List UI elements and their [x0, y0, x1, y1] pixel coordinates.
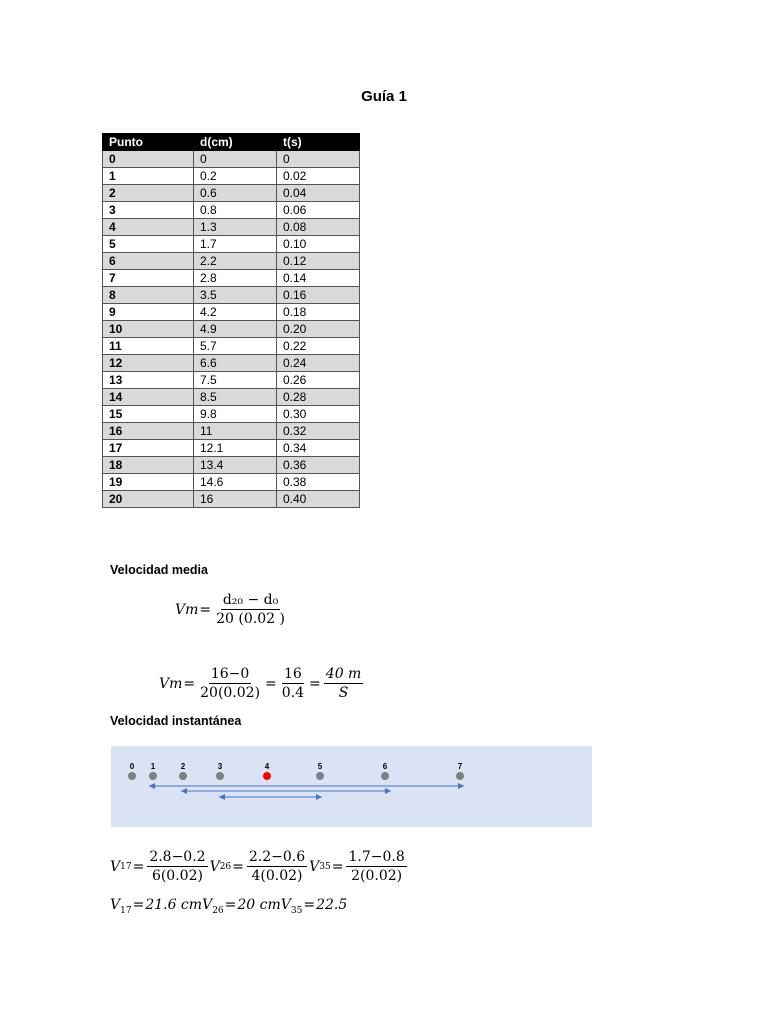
cell-distance: 3.5 [194, 287, 277, 304]
heading-velocidad-media: Velocidad media [110, 563, 208, 577]
cell-distance: 9.8 [194, 406, 277, 423]
cell-time: 0.12 [277, 253, 360, 270]
formula-numerator: 2.2−0.6 [248, 849, 306, 865]
point-label: 2 [180, 762, 186, 771]
table-row [103, 491, 360, 508]
table-header-row [103, 134, 360, 151]
instant-velocity-formulas [110, 849, 409, 884]
result-label: V [202, 897, 213, 913]
table-row [103, 202, 360, 219]
cell-distance: 0.8 [194, 202, 277, 219]
table-row [103, 457, 360, 474]
result-subscript: 35 [290, 905, 303, 916]
instant-velocity-results [110, 897, 347, 916]
cell-punto: 5 [103, 236, 194, 253]
point-dot [456, 772, 464, 780]
result-subscript: 17 [120, 905, 132, 916]
eq1-denominator: 20 (0.02 ) [216, 611, 285, 627]
point-dot [128, 772, 136, 780]
result-v35: $V_{35}=22.5$ [280, 897, 348, 916]
eq2-f2-numerator: 16 [284, 666, 302, 682]
result-subscript: 26 [212, 905, 224, 916]
table-row [103, 406, 360, 423]
cell-punto: 4 [103, 219, 194, 236]
eq1-lhs: Vm [175, 601, 199, 618]
cell-punto: 3 [103, 202, 194, 219]
page-title: Guía 1 [361, 88, 407, 105]
cell-punto: 11 [103, 338, 194, 355]
point-label: 0 [129, 762, 135, 771]
cell-time: 0.02 [277, 168, 360, 185]
result-value: 22.5 [316, 897, 348, 913]
eq1-numerator: d₂₀ − d₀ [222, 592, 279, 608]
header-distance: d(cm) [194, 134, 277, 151]
formula-denominator: 4(0.02) [251, 868, 303, 884]
equation-vm-result: Vm = $\frac{16-0}{20(0.02)}$ = $\frac{16}{0.4}$ = $\frac{40 m}{S}$ [159, 666, 362, 701]
cell-punto: 17 [103, 440, 194, 457]
eq2-f1-denominator: 20(0.02) [200, 685, 261, 701]
table-row [103, 287, 360, 304]
formula-numerator: 1.7−0.8 [348, 849, 405, 865]
formula-numerator: 2.8−0.2 [149, 849, 206, 865]
cell-time: 0.28 [277, 389, 360, 406]
cell-punto: 16 [103, 423, 194, 440]
data-table [102, 133, 360, 508]
cell-time: 0.30 [277, 406, 360, 423]
cell-time: 0.34 [277, 440, 360, 457]
table-row [103, 168, 360, 185]
cell-punto: 19 [103, 474, 194, 491]
points-diagram [111, 746, 592, 827]
heading-velocidad-instantanea: Velocidad instantánea [110, 714, 242, 728]
result-v17: $V_{17}=21.6$ cm [110, 897, 203, 916]
cell-punto: 2 [103, 185, 194, 202]
point-label: 6 [382, 762, 388, 771]
header-punto: Punto [103, 134, 194, 151]
cell-punto: 6 [103, 253, 194, 270]
point-dot [179, 772, 187, 780]
cell-time: 0.36 [277, 457, 360, 474]
point-label: 7 [457, 762, 463, 771]
eq1-fraction [214, 592, 287, 627]
cell-distance: 14.6 [194, 474, 277, 491]
cell-punto: 13 [103, 372, 194, 389]
result-label: V [110, 897, 121, 913]
cell-time: 0.22 [277, 338, 360, 355]
cell-time: 0.32 [277, 423, 360, 440]
eq2-f3-numerator: 40 m [325, 666, 362, 682]
cell-time: 0.14 [277, 270, 360, 287]
formula-label: V [209, 858, 220, 875]
table-row [103, 185, 360, 202]
table-row [103, 338, 360, 355]
formula-v17: V 17 = $\frac{2.8-0.2}{6(0.02)}$ [110, 849, 206, 884]
point-label: 3 [217, 762, 223, 771]
table-row [103, 355, 360, 372]
cell-distance: 6.6 [194, 355, 277, 372]
cell-time: 0.24 [277, 355, 360, 372]
cell-time: 0.10 [277, 236, 360, 253]
table-row [103, 321, 360, 338]
cell-punto: 18 [103, 457, 194, 474]
cell-time: 0.16 [277, 287, 360, 304]
cell-distance: 1.3 [194, 219, 277, 236]
eq2-f3-denominator: S [338, 685, 349, 701]
cell-time: 0.40 [277, 491, 360, 508]
result-v26: $V_{26}=20$ cm [202, 897, 281, 916]
cell-distance: 2.2 [194, 253, 277, 270]
formula-label: V [110, 858, 121, 875]
cell-distance: 0.2 [194, 168, 277, 185]
point-dot [316, 772, 324, 780]
cell-distance: 12.1 [194, 440, 277, 457]
cell-time: 0.18 [277, 304, 360, 321]
cell-punto: 9 [103, 304, 194, 321]
cell-time: 0.20 [277, 321, 360, 338]
table-row [103, 423, 360, 440]
cell-time: 0.26 [277, 372, 360, 389]
formula-fraction [247, 849, 307, 884]
cell-distance: 8.5 [194, 389, 277, 406]
table-row [103, 389, 360, 406]
table-row [103, 236, 360, 253]
cell-distance: 0.6 [194, 185, 277, 202]
cell-time: 0 [277, 151, 360, 168]
highlighted-point-dot [263, 772, 271, 780]
point-dot [381, 772, 389, 780]
formula-subscript: 35 [319, 861, 331, 872]
cell-distance: 5.7 [194, 338, 277, 355]
cell-punto: 7 [103, 270, 194, 287]
cell-time: 0.04 [277, 185, 360, 202]
cell-time: 0.08 [277, 219, 360, 236]
table-row [103, 253, 360, 270]
header-time: t(s) [277, 134, 360, 151]
formula-label: V [309, 858, 320, 875]
result-value: 21.6 cm [145, 897, 203, 913]
cell-punto: 10 [103, 321, 194, 338]
point-label: 5 [317, 762, 323, 771]
table-row [103, 270, 360, 287]
eq2-fraction-2 [280, 666, 306, 701]
eq2-fraction-1 [198, 666, 262, 701]
cell-distance: 4.9 [194, 321, 277, 338]
cell-punto: 20 [103, 491, 194, 508]
cell-punto: 0 [103, 151, 194, 168]
cell-punto: 15 [103, 406, 194, 423]
cell-distance: 1.7 [194, 236, 277, 253]
cell-time: 0.06 [277, 202, 360, 219]
eq2-fraction-3 [324, 666, 364, 701]
cell-punto: 12 [103, 355, 194, 372]
point-dot [149, 772, 157, 780]
interval-arrows [111, 746, 592, 827]
formula-fraction [346, 849, 406, 884]
formula-v35: V 35 = $\frac{1.7-0.8}{2(0.02)}$ [309, 849, 405, 884]
formula-fraction [147, 849, 207, 884]
cell-distance: 0 [194, 151, 277, 168]
cell-distance: 16 [194, 491, 277, 508]
result-label: V [280, 897, 291, 913]
cell-punto: 8 [103, 287, 194, 304]
point-label: 1 [150, 762, 156, 771]
cell-distance: 13.4 [194, 457, 277, 474]
table-body [103, 151, 360, 508]
formula-subscript: 26 [219, 861, 232, 872]
formula-subscript: 17 [120, 861, 132, 872]
point-label: 4 [264, 762, 270, 771]
cell-distance: 4.2 [194, 304, 277, 321]
eq2-lhs: Vm [159, 675, 183, 692]
table-row [103, 304, 360, 321]
formula-v26: V 26 = $\frac{2.2-0.6}{4(0.02)}$ [209, 849, 306, 884]
point-dot [216, 772, 224, 780]
table-row [103, 440, 360, 457]
cell-punto: 14 [103, 389, 194, 406]
cell-time: 0.38 [277, 474, 360, 491]
formula-denominator: 6(0.02) [151, 868, 203, 884]
eq2-f2-denominator: 0.4 [281, 685, 305, 701]
cell-distance: 2.8 [194, 270, 277, 287]
cell-punto: 1 [103, 168, 194, 185]
cell-distance: 7.5 [194, 372, 277, 389]
result-value: 20 cm [237, 897, 281, 913]
table-row [103, 219, 360, 236]
cell-distance: 11 [194, 423, 277, 440]
table-row [103, 151, 360, 168]
table-row [103, 474, 360, 491]
equation-vm-definition: Vm = $\frac{\text{d₂₀ − d₀}}{20 (0.02 )}$ [175, 592, 285, 627]
eq2-f1-numerator: 16−0 [210, 666, 250, 682]
formula-denominator: 2(0.02) [351, 868, 403, 884]
table-row [103, 372, 360, 389]
